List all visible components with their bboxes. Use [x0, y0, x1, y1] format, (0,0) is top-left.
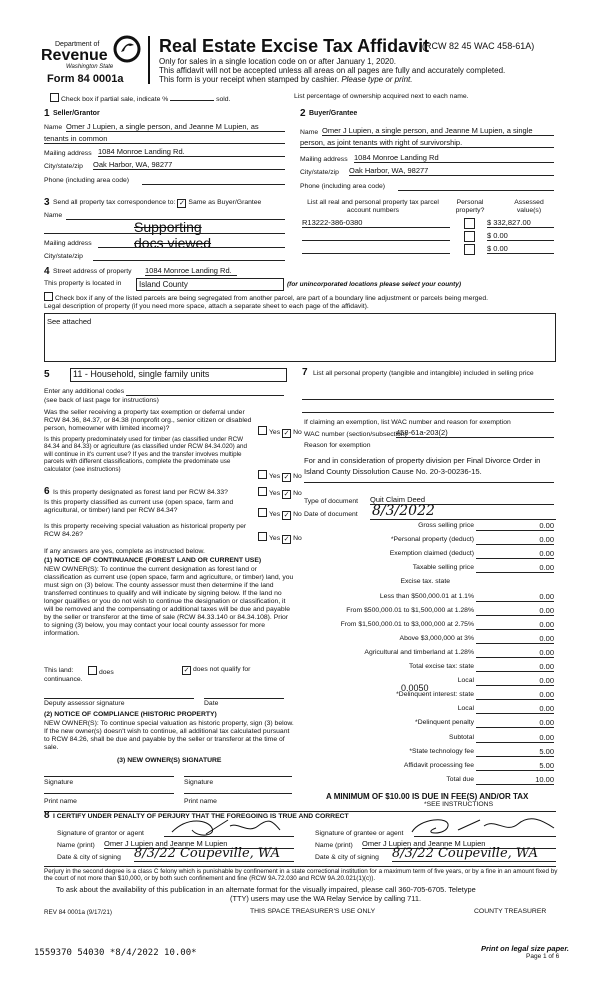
seller-heading: Seller/Grantor — [53, 110, 100, 117]
tax-row-value[interactable]: 0.00 — [476, 563, 554, 573]
local-rate: 0.0050 — [401, 683, 429, 693]
does-not-option: ✓ does not qualify for — [183, 666, 251, 674]
see-instructions: *SEE INSTRUCTIONS — [424, 801, 494, 808]
county-select[interactable]: Island County — [136, 278, 284, 291]
timber-yes-no: Yes ✓ No — [256, 470, 302, 482]
reason-label: Reason for exemption — [304, 442, 371, 449]
certify-statement: I CERTIFY UNDER PENALTY OF PERJURY THAT THE FOREGOING IS TRUE AND CORRECT — [53, 813, 349, 820]
exemption-yes-checkbox[interactable] — [258, 426, 267, 435]
supporting-docs-strike-2: docs viewed — [134, 235, 212, 251]
header-divider — [148, 36, 150, 84]
segregated-checkbox[interactable] — [44, 292, 53, 301]
parcels-col-3: Assessed value(s) — [514, 199, 544, 214]
header-note-2: This affidavit will not be accepted unless all areas on all pages are fully and accurately completed. — [159, 66, 506, 75]
forest-no-checkbox[interactable]: ✓ — [283, 491, 290, 498]
seller-name-label: Name — [44, 124, 63, 131]
tax-row-label: From $1,500,000.01 to $3,000,000 at 2.75% — [340, 621, 474, 628]
grantor-signature-mark — [168, 814, 288, 840]
doc-date-field[interactable]: 8/3/2022 — [370, 503, 556, 520]
tax-row-label: Less than $500,000.01 at 1.1% — [379, 593, 474, 600]
timber-no-checkbox[interactable]: ✓ — [283, 474, 290, 481]
tax-row-label: Total due — [446, 776, 474, 783]
print-name-label-2: Print name — [184, 798, 217, 805]
seller-phone-label: Phone (including area code) — [44, 177, 130, 184]
historic-question: Is this property receiving special valuation as historical property per RCW 84.26? — [44, 523, 247, 538]
doc-date-label: Date of document — [304, 511, 358, 518]
supporting-docs-strike-1: Supporting — [134, 219, 202, 235]
legal-desc-label: Legal description of property (if you need more space, attach a separate sheet to each page of the affidavit). — [44, 303, 369, 310]
tax-row-label: *Delinquent penalty — [415, 719, 474, 726]
forest-yes-checkbox[interactable] — [258, 487, 267, 496]
tax-row-value[interactable]: 0.00 — [476, 690, 554, 700]
section-3-number: 3 — [44, 197, 50, 208]
wac-label: WAC number (section/subsection) — [304, 431, 407, 438]
revenue-logo-icon — [114, 36, 140, 62]
recording-stamp: 1559370 54030 *8/4/2022 10.00* — [34, 948, 197, 958]
does-option: does — [86, 666, 114, 676]
tax-row-label: Local — [457, 677, 474, 684]
county-treasurer-label: COUNTY TREASURER — [474, 908, 547, 915]
assessor-signature-line[interactable] — [44, 692, 194, 699]
grantor-name-field[interactable]: Omer J Lupien and Jeanne M Lupien — [104, 839, 294, 849]
seller-mail-label: Mailing address — [44, 150, 92, 157]
grantee-name-label: Name (print) — [315, 842, 353, 849]
ownership-note: List percentage of ownership acquired next to each name. — [294, 93, 469, 100]
does-checkbox[interactable] — [88, 666, 97, 675]
tax-row-label: Agricultural and timberland at 1.28% — [364, 649, 474, 656]
doc-type-label: Type of document — [304, 498, 359, 505]
state-label: Washington State — [66, 64, 114, 70]
tax-row-value[interactable]: 0.00 — [476, 606, 554, 616]
personal-property-line-1[interactable] — [302, 392, 554, 400]
legal-description-text: See attached — [47, 317, 92, 326]
form-number: Form 84 0001a — [47, 73, 124, 85]
exemption-no-checkbox[interactable]: ✓ — [283, 430, 290, 437]
tax-row-value[interactable]: 5.00 — [476, 747, 554, 757]
exemption-claim-label: If claiming an exemption, list WAC number and reason for exemption — [304, 419, 511, 426]
parcel-number-2[interactable] — [302, 231, 450, 241]
tax-corr-label: Send all property tax correspondence to: ✓ Same as Buyer/Grantee — [53, 199, 262, 207]
current-use-yes-no: Yes ✓ No — [256, 508, 302, 520]
buyer-heading: Buyer/Grantee — [309, 110, 358, 117]
buyer-mail-label: Mailing address — [300, 156, 348, 163]
current-use-question: Is this property classified as current use (open space, farm and agricultural, or timber) land per RCW 84.34? — [44, 499, 234, 514]
buyer-name-line-2[interactable]: person, as joint tenants with right of survivorship. — [300, 138, 554, 148]
section-4-number: 4 — [44, 266, 50, 277]
section-6-number: 6 — [44, 486, 50, 497]
located-label: This property is located in — [44, 280, 122, 287]
owner-signature-line-1[interactable] — [44, 770, 174, 777]
tax-row-label: *Delinquent interest: state — [396, 691, 474, 698]
timber-yes-checkbox[interactable] — [258, 470, 267, 479]
tax-row-label: Local — [457, 705, 474, 712]
page-number: Page 1 of 6 — [526, 953, 560, 960]
assessor-date-label: Date — [204, 700, 219, 707]
parcel-number-3[interactable] — [302, 244, 450, 254]
buyer-name-line-1[interactable]: Omer J Lupien, a single person, and Jeanne M Lupien, a single — [322, 126, 554, 136]
timber-question: Is this property predominately used for timber (as classified under RCW 84.34 and 84.33) or agriculture (as classified under RCW 84.34.020) and will continue in it's current use? If yes and the transfer involves multiple parcels with different classifications, complete the predominate use calculator (see instructions) — [44, 436, 248, 473]
grantor-signature-label: Signature of grantor or agent — [57, 830, 144, 837]
tax-row-value[interactable]: 0.00 — [476, 648, 554, 658]
tax-row-value[interactable]: 0.00 — [476, 535, 554, 545]
doc-type-field[interactable]: Quit Claim Deed — [370, 495, 554, 505]
tax-row-label: Taxable selling price — [412, 564, 474, 571]
grantor-date-field[interactable]: 8/3/22 Coupeville, WA — [134, 846, 294, 862]
tax-row-value[interactable]: 10.00 — [476, 775, 554, 785]
additional-codes-field[interactable] — [126, 388, 284, 396]
tax-row-label: Gross selling price — [418, 522, 474, 529]
reason-field[interactable]: For and in consideration of property division per Final Divorce Order in Island County Dissolution Cause No. 20-3-00236-15. — [304, 456, 541, 476]
section-2-number: 2 — [300, 108, 306, 119]
tax-row-value[interactable]: 0.00 — [476, 662, 554, 672]
tax-row-label: Affidavit processing fee — [403, 762, 474, 769]
exemption-question: Was the seller receiving a property tax exemption or deferral under RCW 84.36, 84.37, or 84.38 (nonprofit org., senior citizen or disabled person, homeowner with limited income)? — [44, 409, 252, 432]
tax-row-value[interactable]: 0.00 — [476, 620, 554, 630]
signature-label-1: Signature — [44, 779, 74, 786]
personal-property-checkbox-1[interactable] — [464, 218, 475, 229]
header-note-3: This form is your receipt when stamped by cashier. Please type or print. — [159, 75, 413, 84]
assessed-value-3[interactable]: $ 0.00 — [487, 244, 554, 254]
continuance-heading: (1) NOTICE OF CONTINUANCE (FOREST LAND OR CURRENT USE) — [44, 557, 262, 564]
owner-print-line-1[interactable] — [44, 787, 174, 794]
if-yes-note: If any answers are yes, complete as instructed below. — [44, 548, 205, 555]
tax-corr-mail-field[interactable] — [98, 240, 285, 248]
parcels-col-2: Personal property? — [455, 199, 485, 214]
personal-property-label: List all personal property (tangible and intangible) included in selling price — [313, 370, 534, 377]
page-title: Real Estate Excise Tax Affidavit — [159, 36, 430, 56]
buyer-mail-field[interactable]: 1084 Monroe Landing Rd — [354, 153, 554, 163]
tax-row-value[interactable]: 0.00 — [476, 592, 554, 602]
tax-row-label: Exemption claimed (deduct) — [389, 550, 474, 557]
tax-corr-city-field[interactable] — [93, 253, 285, 261]
current-use-yes-checkbox[interactable] — [258, 508, 267, 517]
section-5-number: 5 — [44, 369, 50, 380]
tax-corr-mail-label: Mailing address — [44, 240, 92, 247]
tax-corr-city-label: City/state/zip — [44, 253, 83, 260]
assessed-value-2[interactable]: $ 0.00 — [487, 231, 554, 241]
assessor-date-line[interactable] — [204, 692, 284, 699]
grantor-name-label: Name (print) — [57, 842, 95, 849]
exemption-yes-no: Yes ✓ No — [256, 426, 302, 438]
partial-sale-row: Check box if partial sale, indicate % sold. — [48, 93, 230, 103]
current-use-no-checkbox[interactable]: ✓ — [283, 512, 290, 519]
buyer-phone-label: Phone (including area code) — [300, 183, 386, 190]
seller-mail-field[interactable]: 1084 Monroe Landing Rd. — [98, 147, 285, 157]
buyer-city-field[interactable]: Oak Harbor, WA, 98277 — [349, 166, 554, 176]
owner-print-line-2[interactable] — [184, 787, 292, 794]
continuance-body: NEW OWNER(S): To continue the current designation as forest land or classification as current use (open space, farm and agriculture, or timber) land, you must sign on (3) below. The county assessor must then determine if the land transferred continues to qualify and will indicate by signing below. If the land no longer qualifies or you do not wish to continue the designation or classification, it will be removed and the compensating or additional taxes will be due and payable by the seller or transferor at the time of sale (RCW 84.33.140 or 84.34.108). Prior to signing (3) below, you may contact your local county assessor for more information. — [44, 566, 294, 637]
ada-notice-2: (TTY) users may use the WA Relay Service by calling 711. — [230, 894, 421, 903]
legal-size-note: Print on legal size paper. — [481, 944, 569, 953]
tax-row-label: *State technology fee — [409, 748, 474, 755]
assessor-signature-label: Deputy assessor signature — [44, 700, 125, 707]
buyer-phone-field[interactable] — [398, 182, 554, 191]
grantee-signature-mark — [410, 812, 558, 840]
tax-row-value[interactable]: 0.00 — [476, 718, 554, 728]
tax-row-value[interactable]: 0.00 — [476, 634, 554, 644]
parcel-number-1[interactable]: R13222-386-0380 — [302, 218, 450, 228]
tax-row-label: Total excise tax: state — [409, 663, 474, 670]
revision-label: REV 84 0001a (9/17/21) — [44, 909, 112, 916]
tax-row-label: Above $3,000,000 at 3% — [399, 635, 474, 642]
ada-notice-1: To ask about the availability of this publication in an alternate format for the visually impaired, please call 360-705-6705. Teletype — [56, 885, 476, 894]
grantee-date-field[interactable]: 8/3/22 Coupeville, WA — [392, 846, 556, 862]
personal-property-line-2[interactable] — [302, 405, 554, 413]
seller-name-line-1[interactable]: Omer J Lupien, a single person, and Jeanne M Lupien, as — [66, 122, 285, 132]
legal-description-box[interactable] — [44, 313, 556, 362]
header-note-1: Only for sales in a single location code on or after January 1, 2020. — [159, 57, 397, 66]
grantor-date-label: Date & city of signing — [57, 854, 121, 861]
tax-row-value[interactable]: 0.00 — [476, 704, 554, 714]
new-owner-heading: (3) NEW OWNER(S) SIGNATURE — [117, 757, 222, 764]
dept-label: Department of — [55, 41, 100, 48]
street-label: Street address of property — [53, 268, 132, 275]
minimum-due-notice: A MINIMUM OF $10.00 IS DUE IN FEE(S) AND/OR TAX — [326, 792, 529, 801]
section-7-number: 7 — [302, 367, 308, 378]
grantee-date-label: Date & city of signing — [315, 854, 379, 861]
section-1-number: 1 — [44, 108, 50, 119]
additional-codes-note: (see back of last page for instructions) — [44, 397, 159, 404]
tax-row-value[interactable]: 0.00 — [476, 676, 554, 686]
grantee-name-field[interactable]: Omer J Lupien and Jeanne M Lupien — [362, 839, 556, 849]
continuance-label: continuance. — [44, 676, 83, 683]
perjury-notice: Perjury in the second degree is a class C felony which is punishable by confinement in a state correctional institution for a maximum term of five years, or by a fine in an amount fixed by the court of not more than $10,000, or by both such confinement and fine (RCW 9A.72.030 and RCW 9A.20.021(1)(c)). — [44, 868, 558, 882]
print-name-label-1: Print name — [44, 798, 77, 805]
seller-phone-field[interactable] — [142, 176, 285, 185]
tax-row-value[interactable]: 0.00 — [476, 733, 554, 743]
grantee-signature-label: Signature of grantee or agent — [315, 830, 404, 837]
personal-property-checkbox-2[interactable] — [464, 231, 475, 242]
street-address-field[interactable]: 1084 Monroe Landing Rd. — [145, 266, 237, 276]
personal-property-checkbox-3[interactable] — [464, 244, 475, 255]
tax-row-label: *Personal property (deduct) — [390, 536, 474, 543]
seller-city-label: City/state/zip — [44, 163, 83, 170]
compliance-heading: (2) NOTICE OF COMPLIANCE (HISTORIC PROPERTY) — [44, 711, 217, 718]
buyer-name-label: Name — [300, 129, 319, 136]
forest-yes-no: Yes ✓ No — [256, 487, 302, 499]
wac-field[interactable]: 458-61a-203(2) — [396, 428, 554, 438]
historic-yes-no: Yes ✓ No — [256, 532, 302, 544]
reason-line — [304, 481, 554, 483]
segregated-row: Check box if any of the listed parcels are being segregated from another parcel, are part of a boundary line adjustment or parcels being merged. — [44, 292, 488, 302]
signature-label-2: Signature — [184, 779, 214, 786]
historic-no-checkbox[interactable]: ✓ — [283, 536, 290, 543]
additional-codes-label: Enter any additional codes — [44, 388, 125, 395]
tax-row-value[interactable]: 0.00 — [476, 521, 554, 531]
compliance-body: NEW OWNER(S): To continue special valuation as historic property, sign (3) below. If the new owner(s) doesn't wish to continue, all additional tax calculated pursuant to RCW 84.26, shall be due and payable by the seller or transferor at the time of sale. — [44, 720, 294, 751]
rcw-reference: (RCW 82 45 WAC 458-61A) — [422, 41, 535, 51]
tax-row-label: From $500,000.01 to $1,500,000 at 1.28% — [346, 607, 474, 614]
parcels-col-1: List all real and personal property tax parcel account numbers — [307, 199, 439, 214]
owner-signature-line-2[interactable] — [184, 770, 292, 777]
historic-yes-checkbox[interactable] — [258, 532, 267, 541]
this-land-label: This land: — [44, 667, 74, 674]
revenue-wordmark: Revenue — [41, 47, 108, 64]
seller-city-field[interactable]: Oak Harbor, WA, 98277 — [93, 160, 285, 170]
land-use-select[interactable]: 11 - Household, single family units — [70, 368, 287, 382]
section-8-number: 8 — [44, 810, 50, 821]
buyer-city-label: City/state/zip — [300, 169, 339, 176]
partial-sale-checkbox[interactable] — [50, 93, 59, 102]
forest-question: Is this property designated as forest land per RCW 84.33? — [53, 489, 228, 496]
assessed-value-1[interactable]: $ 332,827.00 — [487, 218, 554, 228]
tax-row-label: Excise tax. state — [400, 578, 450, 585]
perjury-rule — [44, 866, 556, 867]
does-not-checkbox[interactable]: ✓ — [183, 667, 190, 674]
unincorporated-note: (for unincorporated locations please select your county) — [287, 281, 462, 288]
tax-corr-name-label: Name — [44, 212, 63, 219]
tax-row-value[interactable]: 0.00 — [476, 549, 554, 559]
tax-row-value[interactable]: 5.00 — [476, 761, 554, 771]
tax-row-label: Subtotal — [449, 734, 474, 741]
seller-name-line-2[interactable]: tenants in common — [44, 134, 285, 144]
treasurer-only-label: THIS SPACE TREASURER'S USE ONLY — [250, 908, 376, 915]
same-as-buyer-checkbox[interactable]: ✓ — [178, 200, 185, 207]
